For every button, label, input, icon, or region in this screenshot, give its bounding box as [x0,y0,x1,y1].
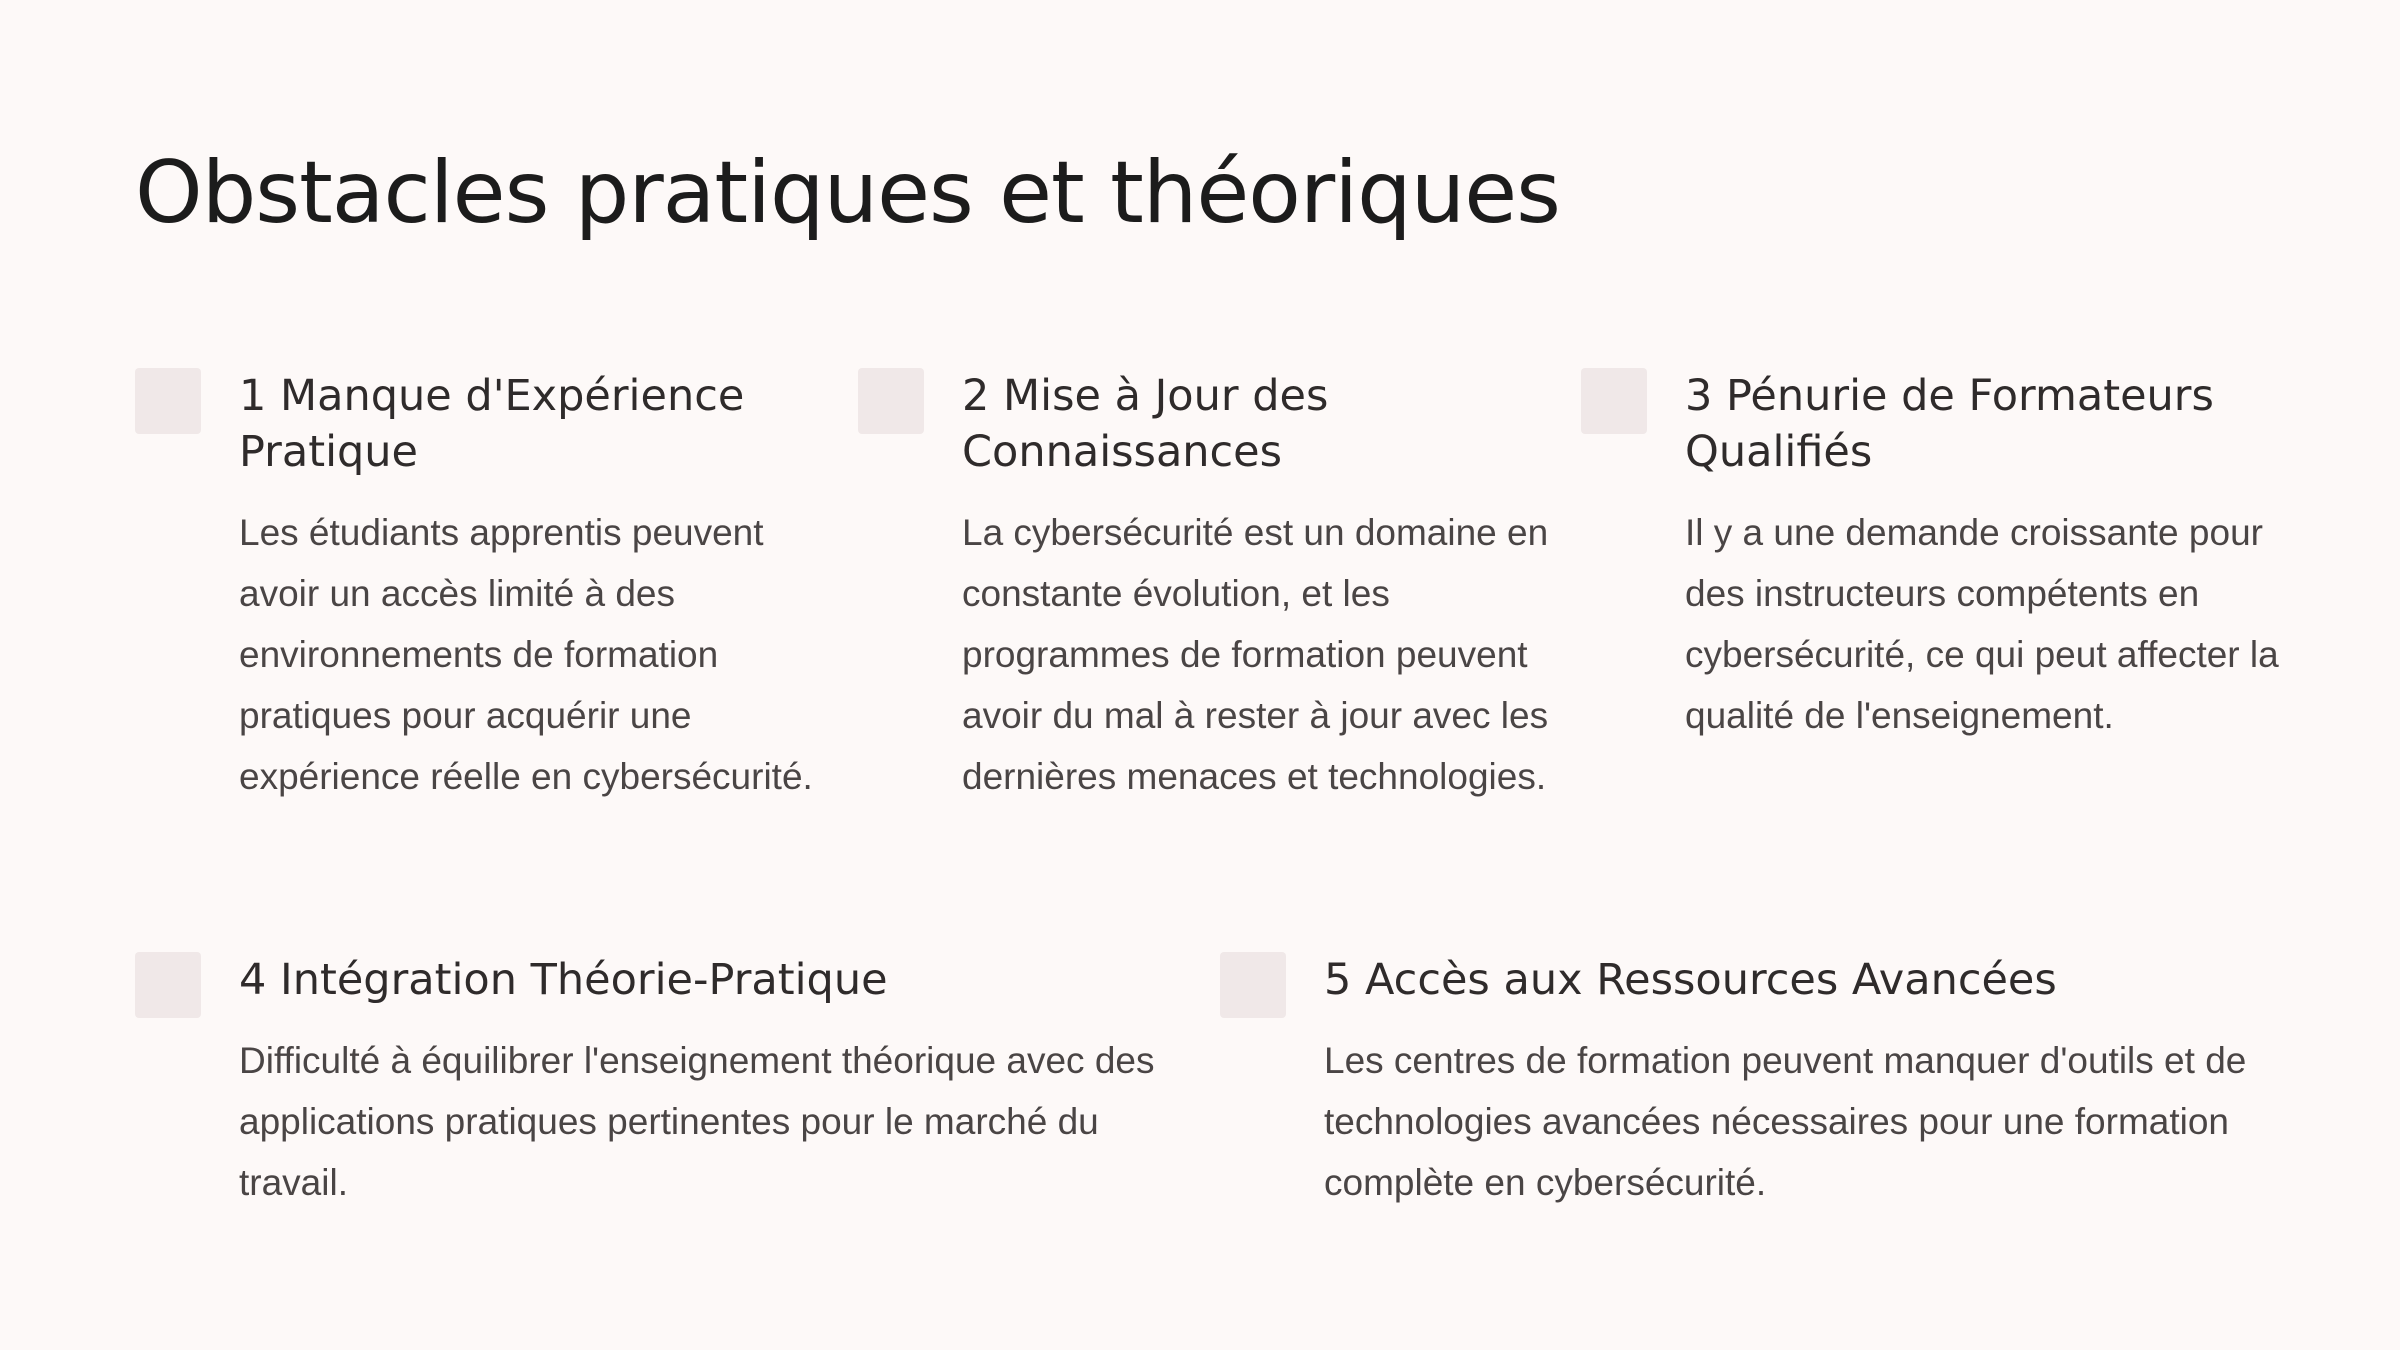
card-body [239,952,1215,1213]
card-title: 4 Intégration Théorie-Pratique [239,955,888,1005]
card-marker [135,368,201,434]
card-description: Il y a une demande croissante pour des instructeurs compétents en cybersécurité, ce qui peut affecter la qualité de l'enseignement. [1685,512,2279,736]
card-body [1324,952,2280,1213]
card-title: 2 Mise à Jour des Connaissances [962,371,1329,477]
card-title: 5 Accès aux Ressources Avancées [1324,955,2057,1005]
card-marker [135,952,201,1018]
card-description: Les étudiants apprentis peuvent avoir un accès limité à des environnements de formation pratiques pour acquérir une expérience réelle en cybersécurité. [239,512,813,797]
card-description: Difficulté à équilibrer l'enseignement théorique avec des applications pratiques pertinentes pour le marché du travail. [239,1040,1155,1203]
card-marker [858,368,924,434]
card-description: Les centres de formation peuvent manquer d'outils et de technologies avancées nécessaires pour une formation complète en cybersécurité. [1324,1040,2247,1203]
card-body [239,368,815,807]
card-title: 3 Pénurie de Formateurs Qualifiés [1685,371,2214,477]
card-description: La cybersécurité est un domaine en constante évolution, et les programmes de formation peuvent avoir du mal à rester à jour avec les dernières menaces et technologies. [962,512,1549,797]
slide-title: Obstacles pratiques et théoriques [135,143,1560,243]
card-title: 1 Manque d'Expérience Pratique [239,371,745,477]
card-body [1685,368,2281,746]
card-body [962,368,1558,807]
card-marker [1220,952,1286,1018]
card-marker [1581,368,1647,434]
